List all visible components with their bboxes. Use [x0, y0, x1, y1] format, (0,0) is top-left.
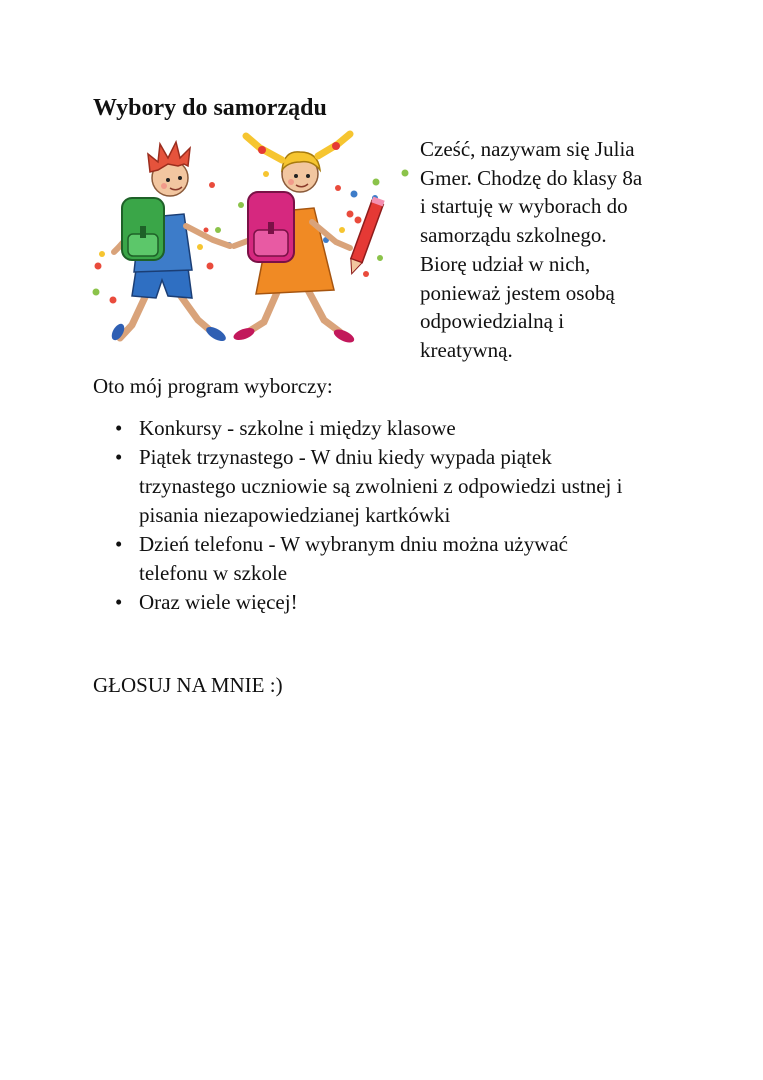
list-item-text: Piątek trzynastego - W dniu kiedy wypada piątek [139, 445, 552, 469]
list-item-text: Oraz wiele więcej! [139, 590, 298, 614]
girl-figure [232, 134, 385, 345]
intro-line: kreatywną. [420, 337, 513, 362]
intro-line: ponieważ jestem osobą [420, 280, 615, 305]
intro-line: Biorę udział w nich, [420, 251, 591, 276]
document-title: Wybory do samorządu [93, 95, 327, 121]
bullet-icon: • [115, 445, 123, 469]
list-item [93, 530, 693, 588]
list-item [93, 443, 693, 530]
program-heading: Oto mój program wyborczy: [93, 374, 333, 398]
children-walking-icon [88, 130, 413, 352]
intro-line: samorządu szkolnego. [420, 223, 607, 248]
list-item-text: pisania niezapowiedzianej kartkówki [139, 503, 451, 527]
intro-line: Cześć, nazywam się Julia [420, 137, 635, 161]
list-item-text: Konkursy - szkolne i między klasowe [139, 416, 456, 440]
bullet-icon: • [115, 416, 123, 440]
list-item [93, 588, 693, 617]
bullet-icon: • [115, 590, 123, 614]
list-item-text: Dzień telefonu - W wybranym dniu można używać [139, 532, 569, 556]
intro-line: Gmer. Chodzę do klasy 8a [420, 165, 643, 190]
intro-line: odpowiedzialną i [420, 309, 565, 334]
bullet-icon: • [115, 532, 123, 556]
intro-paragraph [420, 135, 720, 365]
children-illustration [88, 130, 413, 352]
program-list [93, 414, 693, 617]
closing-call-to-vote: GŁOSUJ NA MNIE :) [93, 673, 283, 697]
list-item-text: telefonu w szkole [139, 561, 288, 585]
boy-figure [109, 142, 230, 344]
intro-line: i startuję w wyborach do [420, 194, 628, 219]
list-item-text: trzynastego uczniowie są zwolnieni z odpowiedzi ustnej i [139, 474, 623, 498]
list-item [93, 414, 693, 443]
